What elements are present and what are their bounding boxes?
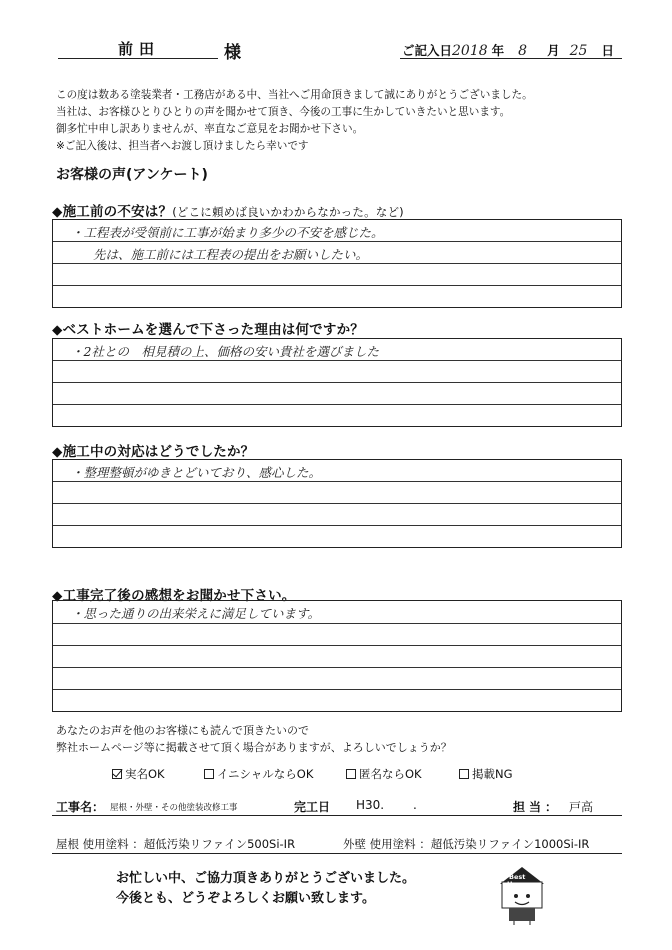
answer-line [53, 645, 621, 646]
answer-line [53, 623, 621, 624]
name-underline [58, 58, 218, 59]
work-name-value: 屋根・外壁・その他塗装改修工事 [110, 803, 238, 813]
intro-line: ※ご記入後は、担当者へお渡し頂けましたら幸いです [56, 140, 309, 152]
staff-value: 戸高 [569, 800, 594, 814]
intro-line: この度は数ある塗装業者・工務店がある中、当社へご用命頂きまして誠にありがとうございました。 [56, 89, 533, 101]
date-month: 8 [518, 43, 528, 59]
question-1-label: ◆施工前の不安は？ [52, 204, 173, 220]
option-label: イニシャルならOK [217, 767, 314, 781]
best-home-logo [496, 864, 548, 926]
answer-box-1[interactable] [52, 219, 622, 308]
consent-option-anonymous[interactable] [346, 766, 422, 782]
answer-box-4[interactable] [52, 600, 622, 712]
consent-line-2: 弊社ホームページ等に掲載させて頂く場合がありますが、よろしいでしょうか？ [56, 741, 452, 754]
date-day: 25 [569, 43, 588, 59]
consent-text [56, 722, 452, 756]
answer-line [53, 241, 621, 242]
answer-line [53, 263, 621, 264]
work-name-label: 工事名： [56, 800, 105, 814]
closing-line-1: お忙しい中、ご協力頂きありがとうございました。 [116, 871, 416, 886]
survey-title: お客様の声(アンケート) [56, 167, 208, 183]
answer-line [53, 285, 621, 286]
date-month-unit: 月 [547, 43, 560, 58]
option-label: 実名OK [125, 767, 165, 781]
answer-line [53, 525, 621, 526]
consent-option-initials[interactable] [204, 766, 313, 782]
closing-line-2: 今後とも、どうぞよろしくお願い致します。 [116, 891, 375, 906]
date-day-unit: 日 [601, 43, 614, 58]
answer-line [53, 382, 621, 383]
answer-box-2[interactable] [52, 338, 622, 427]
answer-3-line-1: ・整理整頓がゆきとどいており、感心した。 [71, 465, 322, 480]
question-1-sub: (どこに頼めば良いかわからなかった。など) [172, 205, 404, 219]
logo-text-1: Best [509, 873, 526, 881]
answer-line [53, 404, 621, 405]
roof-paint: 屋根 使用塗料 ：超低汚染リファイン500Si-IR [56, 837, 296, 851]
completion-dot: . [413, 798, 417, 812]
option-label: 掲載NG [472, 767, 513, 781]
question-1 [52, 200, 404, 220]
answer-line [53, 360, 621, 361]
wall-paint: 外壁 使用塗料 ：超低汚染リファイン1000Si-IR [343, 837, 590, 851]
answer-line [53, 667, 621, 668]
answer-1-line-1: ・工程表が受領前に工事が始まり多少の不安を感じた。 [71, 225, 384, 240]
answer-box-3[interactable] [52, 459, 622, 548]
date-underline [400, 58, 622, 59]
consent-line-1: あなたのお声を他のお客様にも読んで頂きたいので [56, 724, 309, 737]
date-field [402, 41, 614, 59]
checkbox-checked[interactable] [112, 769, 122, 779]
customer-name: 前田 [118, 40, 161, 58]
answer-4-line-1: ・思った通りの出来栄えに満足しています。 [71, 606, 321, 621]
checkbox[interactable] [459, 769, 469, 779]
answer-line [53, 481, 621, 482]
date-label: ご記入日 [402, 43, 453, 58]
paint-underline [52, 853, 622, 854]
intro-text [56, 87, 533, 155]
completion-value: H30. [356, 798, 385, 812]
consent-option-ng[interactable] [459, 766, 513, 782]
date-year: 2018 [452, 43, 488, 59]
staff-label: 担当： [513, 800, 562, 814]
option-label: 匿名ならOK [359, 767, 422, 781]
closing-text [116, 869, 415, 909]
answer-line [53, 689, 621, 690]
consent-option-real-name[interactable] [112, 766, 165, 782]
work-underline [52, 815, 622, 816]
date-year-unit: 年 [491, 43, 505, 58]
checkbox[interactable] [346, 769, 356, 779]
answer-line [53, 503, 621, 504]
honorific: 様 [224, 43, 241, 63]
question-3: ◆施工中の対応はどうでしたか？ [52, 444, 255, 460]
intro-line: 当社は、お客様ひとりひとりの声を聞かせて頂き、今後の工事に生かしていきたいと思います。 [56, 106, 511, 118]
answer-1-line-2: 先は、施工前には工程表の提出をお願いしたい。 [93, 247, 369, 262]
question-2: ◆ベストホームを選んで下さった理由は何ですか？ [52, 322, 364, 338]
completion-label: 完工日 [294, 800, 331, 814]
checkbox[interactable] [204, 769, 214, 779]
intro-line: 御多忙中申し訳ありませんが、率直なご意見をお聞かせ下さい。 [56, 123, 364, 135]
logo-text-2: Home [507, 880, 529, 888]
question-4: ◆工事完了後の感想をお聞かせ下さい。 [52, 588, 296, 604]
answer-2-line-1: ・2社との 相見積の上、価格の安い貴社を選びました [71, 344, 379, 359]
